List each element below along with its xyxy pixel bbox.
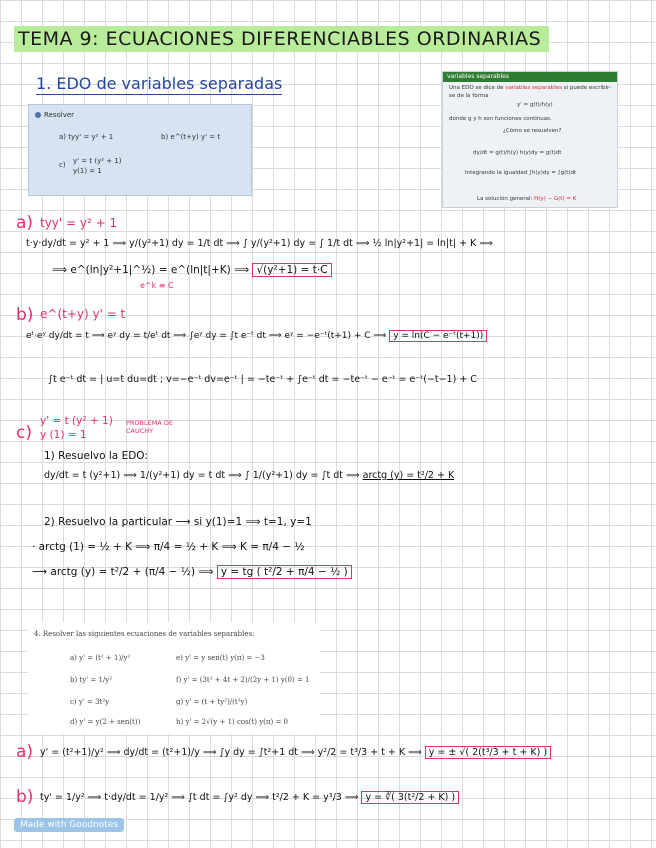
part-c-step1: 1) Resuelvo la EDO: xyxy=(44,450,148,462)
exercise-item: d) y' = y(2 + sen(t)) xyxy=(70,718,141,726)
part-a-line1: t·y·dy/dt = y² + 1 ⟹ y/(y²+1) dy = 1/t dt ⟹ ∫ y/(y²+1) dy = ∫ 1/t dt ⟹ ½ ln|y²+1| = ln|t| + K ⟹ xyxy=(26,238,493,249)
ex-a-label: a) xyxy=(16,742,34,762)
part-c-step2: 2) Resuelvo la particular ⟶ si y(1)=1 ⟹ t=1, y=1 xyxy=(44,516,312,528)
page-title: TEMA 9: ECUACIONES DIFERENCIABLES ORDINARIAS xyxy=(14,26,549,52)
ex-a-answer: y = ± √( 2(t³/3 + t + K) ) xyxy=(425,746,551,759)
part-a-statement: tyy' = y² + 1 xyxy=(40,216,118,230)
definition-panel xyxy=(442,71,618,208)
goodnotes-watermark: Made with Goodnotes xyxy=(14,818,124,832)
ex-b-label: b) xyxy=(16,787,34,807)
card-item-c-eq1: y' = t (y² + 1) xyxy=(73,157,122,165)
part-b-statement: e^(t+y) y' = t xyxy=(40,307,126,321)
part-a-label: a) xyxy=(16,213,34,233)
part-a-line2: ⟹ e^(ln|y²+1|^½) = e^(ln|t|+K) ⟹ xyxy=(52,264,253,276)
part-c-answer: y = tg ( t²/2 + π/4 − ½ ) xyxy=(217,565,352,579)
ex-b-answer: y = ∛( 3(t²/2 + K) ) xyxy=(361,791,459,804)
part-a-note: e^k ≡ C xyxy=(140,281,174,290)
exercise-item: h) y' = 2√(y + 1) cos(t) y(π) = 0 xyxy=(176,718,288,726)
exercise-item: f) y' = (3t² + 4t + 2)/(2y + 1) y(0) = 1 xyxy=(176,676,310,684)
part-c-system-eq1: y' = t (y² + 1) xyxy=(40,415,113,427)
card-header: Resolver xyxy=(44,111,75,119)
bullet-icon xyxy=(35,112,41,118)
part-b-line2: ∫t e⁻ᵗ dt = | u=t du=dt ; v=−e⁻ᵗ dv=e⁻ᵗ | = −te⁻ᵗ + ∫e⁻ᵗ dt = −te⁻ᵗ − e⁻ᵗ = e⁻ᵗ(−t−1) + C xyxy=(48,374,477,385)
panel-text: se de la forma xyxy=(449,93,489,99)
panel-highlight: variables separables xyxy=(505,85,563,91)
panel-text: ¿Cómo se resuelven? xyxy=(503,128,562,134)
panel-text: si puede escribir- xyxy=(562,85,611,91)
exercise-item: b) ty' = 1/y² xyxy=(70,676,113,684)
part-c-system-eq2: y (1) = 1 xyxy=(40,429,87,441)
ex-b-line: ty' = 1/y² ⟹ t·dy/dt = 1/y² ⟹ ∫t dt = ∫y² dy ⟹ t²/2 + K = y³/3 ⟹ xyxy=(40,792,362,803)
panel-formula: y' = g(t)/h(y) xyxy=(517,102,553,108)
card-item-c-eq2: y(1) = 1 xyxy=(73,167,102,175)
exercise-item: g) y' = (t + ty²)/(t²y) xyxy=(176,698,248,706)
card-item-a: a) tyy' = y² + 1 xyxy=(59,133,114,141)
section-heading: 1. EDO de variables separadas xyxy=(36,74,283,93)
part-b-answer: y = ln(C − e⁻ᵗ(t+1)) xyxy=(389,330,487,342)
panel-highlight: H(y) − G(t) = K xyxy=(534,196,577,202)
exercise-item: c) y' = 3t²y xyxy=(70,698,110,706)
part-b-line1: eᵗ·eʸ dy/dt = t ⟹ eʸ dy = t/eᵗ dt ⟹ ∫eʸ dy = ∫t e⁻ᵗ dt ⟹ eʸ = −e⁻ᵗ(t+1) + C ⟹ xyxy=(26,331,390,341)
exercise-card xyxy=(28,104,252,196)
exercise-list xyxy=(28,622,320,734)
panel-formula: dy/dt = g(t)/h(y) h(y)dy = g(t)dt xyxy=(473,150,562,156)
panel-title: variables separables xyxy=(443,72,617,82)
part-a-answer: √(y²+1) = t·C xyxy=(252,263,331,277)
part-c-step1-line: dy/dt = t (y²+1) ⟹ 1/(y²+1) dy = t dt ⟹ ∫ 1/(y²+1) dy = ∫t dt ⟹ xyxy=(44,470,363,481)
part-c-step2-line1: · arctg (1) = ½ + K ⟹ π/4 = ½ + K ⟹ K = π/4 − ½ xyxy=(32,541,305,553)
cauchy-note: PROBLEMA DE CAUCHY xyxy=(126,419,173,435)
panel-text: La solución general: xyxy=(477,196,535,202)
part-c-label: c) xyxy=(16,423,32,443)
panel-formula: Integrando la igualdad ∫h(y)dy = ∫g(t)dt xyxy=(465,170,577,176)
part-b-label: b) xyxy=(16,305,34,325)
part-c-step1-result: arctg (y) = t²/2 + K xyxy=(362,470,455,481)
card-item-c-label: c) xyxy=(59,161,66,169)
exercise-item: e) y' = y sen(t) y(π) = −3 xyxy=(176,654,265,662)
card-item-b: b) e^(t+y) y' = t xyxy=(161,133,221,141)
panel-text: Una EDO se dice de xyxy=(449,85,506,91)
exercise-heading: 4. Resolver las siguientes ecuaciones de variables separables: xyxy=(34,630,255,638)
panel-text: donde g y h son funciones continuas. xyxy=(449,116,552,122)
exercise-item: a) y' = (t² + 1)/y² xyxy=(70,654,131,662)
ex-a-line: y' = (t²+1)/y² ⟹ dy/dt = (t²+1)/y ⟹ ∫y dy = ∫t²+1 dt ⟹ y²/2 = t³/3 + t + K ⟹ xyxy=(40,747,425,758)
part-c-step2-line2: ⟶ arctg (y) = t²/2 + (π/4 − ½) ⟹ xyxy=(32,566,217,578)
